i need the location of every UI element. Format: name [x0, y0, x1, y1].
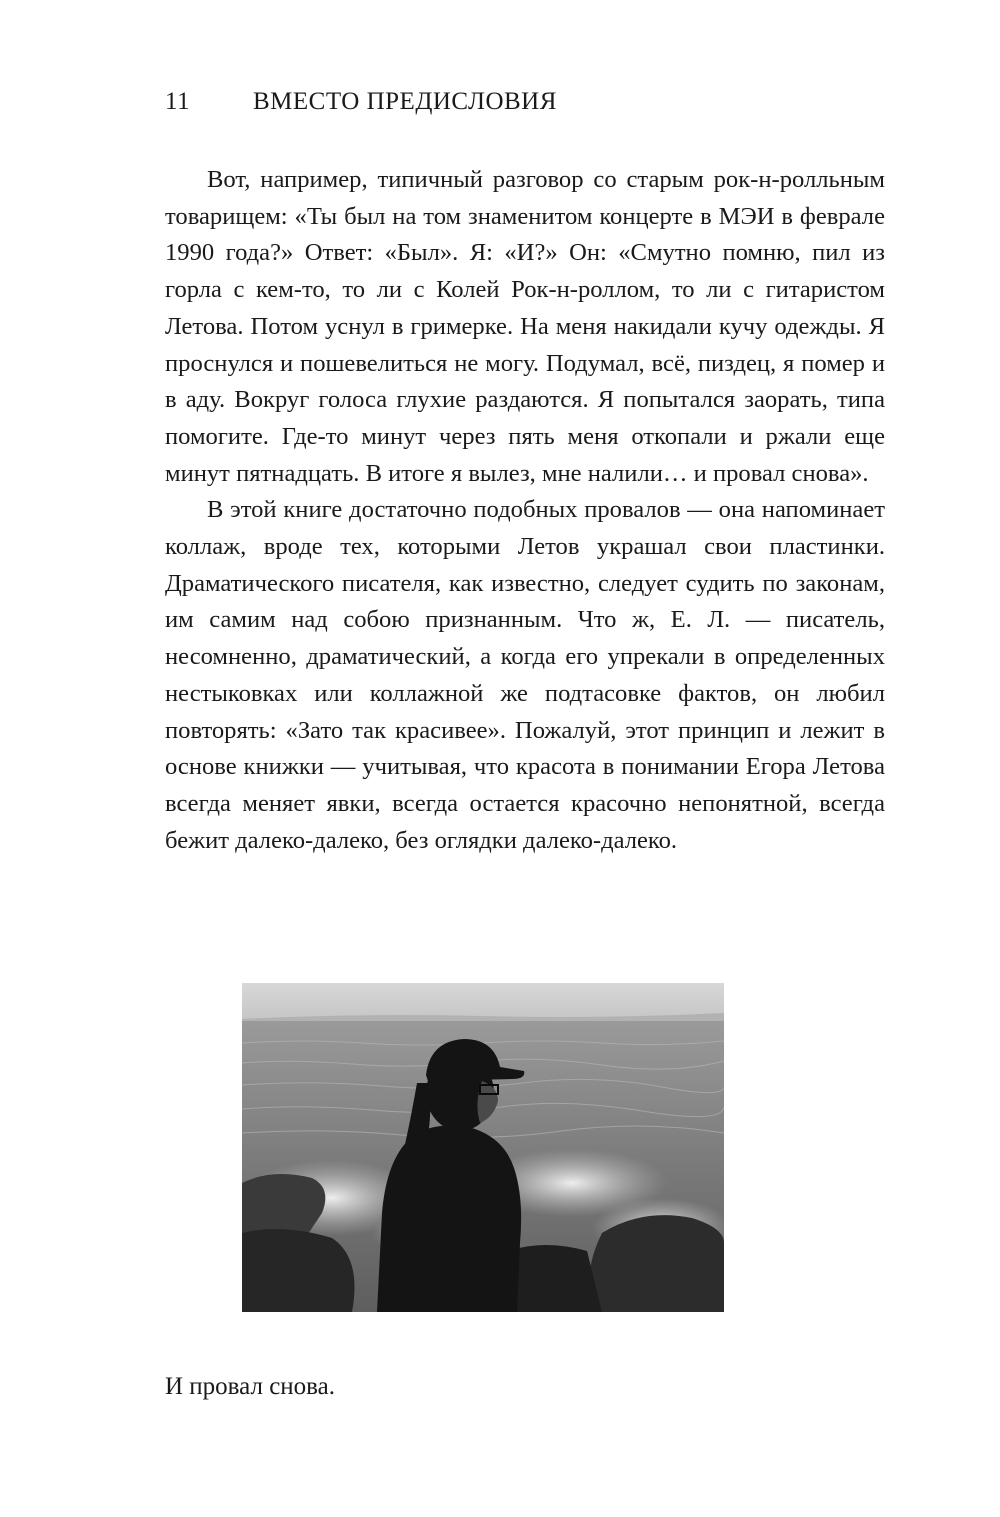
photo-person-by-sea — [242, 983, 724, 1312]
page-number: 11 — [165, 88, 191, 115]
photo-caption: И провал снова. — [165, 1373, 335, 1400]
photo-illustration — [242, 983, 724, 1312]
paragraph-2: В этой книге достаточно подобных провалов — она напоминает коллаж, вроде тех, которыми Летов украшал свои пластинки. Драматического писателя, как известно, следует судить по законам, им самим над собою признанным. Что ж, Е. Л. — писатель, несомненно, драматический, а когда его упрекали в определенных нестыковках или коллажной же подтасовке фактов, он любил повторять: «Зато так красивее». Пожалуй, этот принцип и лежит в основе книжки — учитывая, что красота в понимании Егора Летова всегда меняет явки, всегда остается красочно непонятной, всегда бежит далеко-далеко, без оглядки далеко-далеко. — [165, 496, 885, 854]
running-head — [165, 88, 557, 116]
section-title: ВМЕСТО ПРЕДИСЛОВИЯ — [253, 88, 557, 115]
paragraph-1: Вот, например, типичный разговор со старым рок-н-ролльным товарищем: «Ты был на том знаменитом концерте в МЭИ в феврале 1990 года?» Ответ: «Был». Я: «И?» Он: «Смутно помню, пил из горла с кем-то, то ли с Колей Рок-н-роллом, то ли с гитаристом Летова. Потом уснул в гримерке. На меня накидали кучу одежды. Я проснулся и пошевелиться не могу. Подумал, всё, пиздец, я помер и в аду. Вокруг голоса глухие раздаются. Я попытался заорать, типа помогите. Где-то минут через пять меня откопали и ржали еще минут пятнадцать. В итоге я вылез, мне налили… и провал снова». — [165, 166, 885, 487]
body-text — [165, 162, 885, 859]
